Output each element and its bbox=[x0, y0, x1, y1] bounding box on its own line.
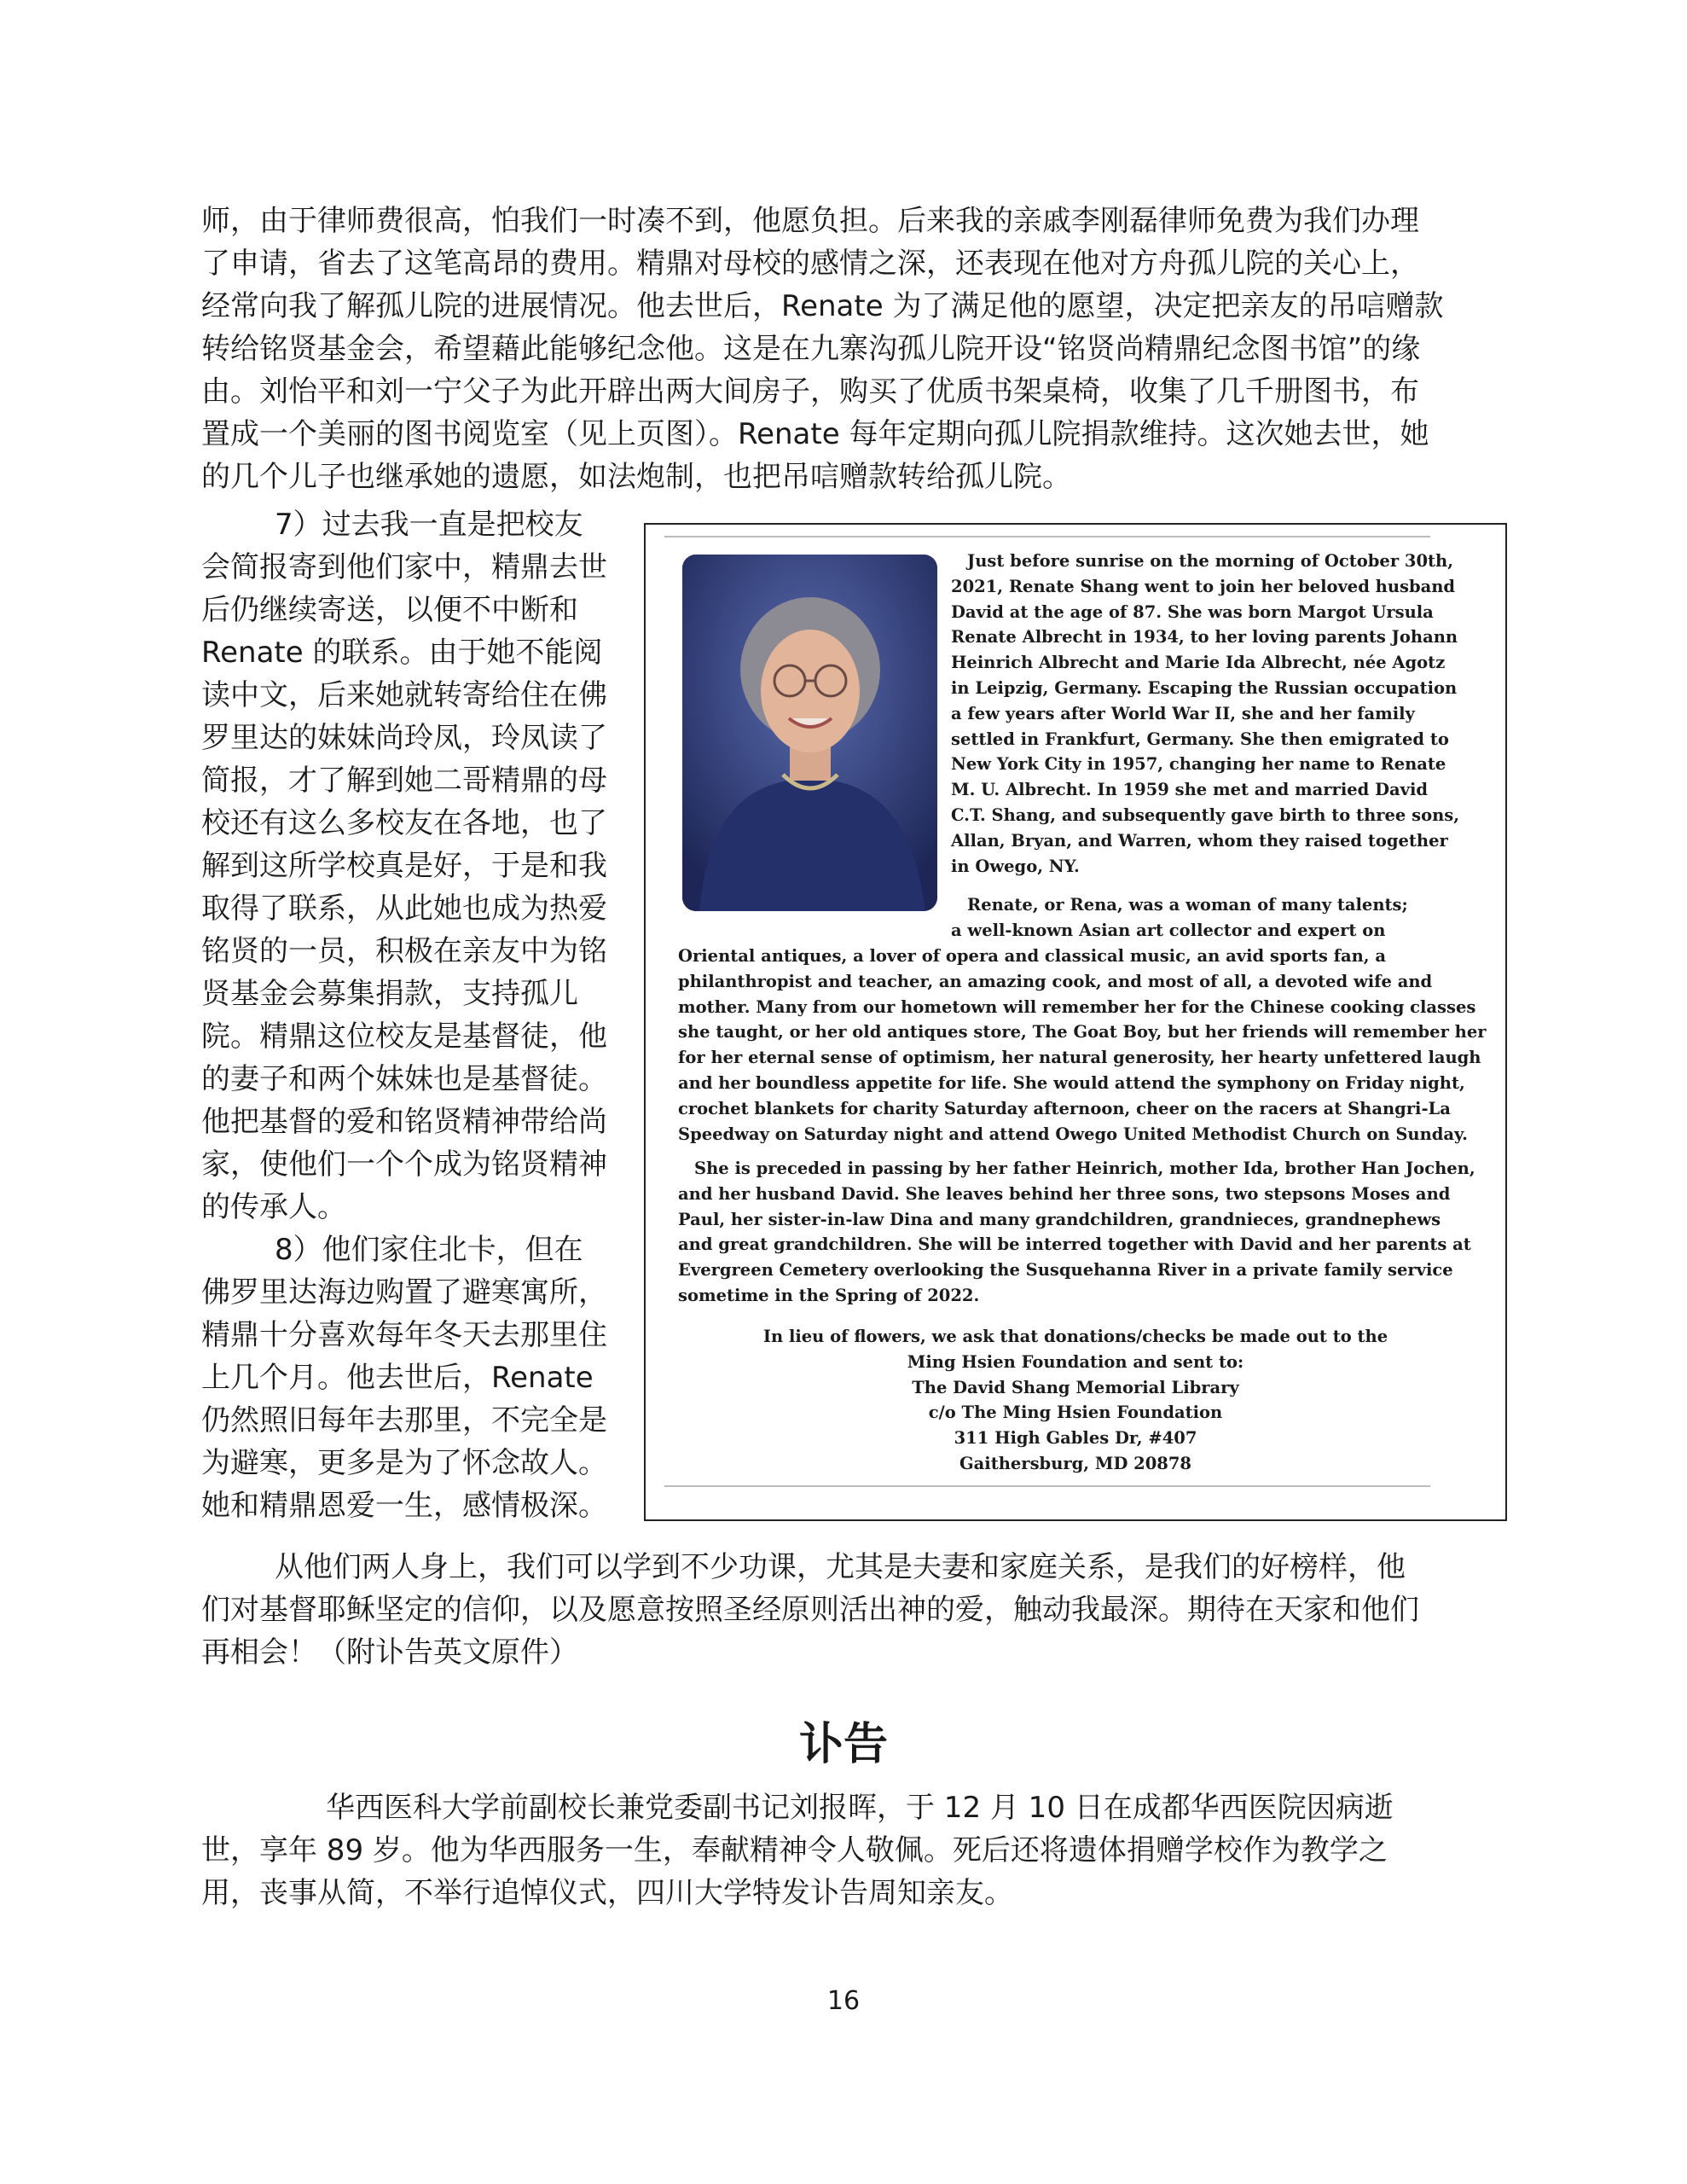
text-line: Speedway on Saturday night and attend Owego United Methodist Church on Sunday. bbox=[678, 1124, 1468, 1144]
text-line: David at the age of 87. She was born Margot Ursula bbox=[951, 601, 1434, 622]
text-line: In lieu of flowers, we ask that donations/checks be made out to the bbox=[762, 1327, 1388, 1346]
text-line: 他把基督的爱和铭贤精神带给尚 bbox=[201, 1105, 607, 1139]
text-line: settled in Frankfurt, Germany. She then emigrated to bbox=[951, 729, 1449, 749]
text-line: Renate Albrecht in 1934, to her loving parents Johann bbox=[951, 627, 1458, 648]
text-line: philanthropist and teacher, an amazing cook, and most of all, a devoted wife and bbox=[678, 971, 1433, 991]
text-line: Oriental antiques, a lover of opera and classical music, an avid sports fan, a bbox=[678, 946, 1387, 966]
text-line: 佛罗里达海边购置了避寒寓所， bbox=[201, 1275, 607, 1310]
text-line: 她和精鼎恩爱一生，感情极深。 bbox=[201, 1489, 607, 1523]
divider bbox=[664, 536, 1430, 537]
text-line: 解到这所学校真是好，于是和我 bbox=[201, 849, 607, 883]
text-line: 家，使他们一个个成为铭贤精神 bbox=[201, 1147, 607, 1182]
text-line: in Owego, NY. bbox=[951, 856, 1080, 876]
text-line: and her husband David. She leaves behind her three sons, two stepsons Moses and bbox=[678, 1183, 1451, 1204]
obituary-clipping bbox=[644, 523, 1507, 1521]
text-line: Evergreen Cemetery overlooking the Susquehanna River in a private family service bbox=[678, 1260, 1453, 1281]
text-line: and great grandchildren. She will be interred together with David and her parents at bbox=[678, 1234, 1471, 1255]
text-line: Paul, her sister-in-law Dina and many grandchildren, grandnieces, grandnephews bbox=[678, 1209, 1441, 1229]
text-line: and her boundless appetite for life. She would attend the symphony on Friday night, bbox=[678, 1072, 1465, 1093]
page-number: 16 bbox=[826, 1986, 861, 2016]
text-line: a well-known Asian art collector and expert on bbox=[951, 920, 1386, 940]
text-line: 从他们两人身上，我们可以学到不少功课，尤其是夫妻和家庭关系，是我们的好榜样，他 bbox=[275, 1550, 1406, 1584]
text-line: Renate 的联系。由于她不能阅 bbox=[201, 636, 603, 670]
text-line: 的几个儿子也继承她的遗愿，如法炮制，也把吊唁赠款转给孤儿院。 bbox=[201, 460, 1071, 494]
notice-body bbox=[201, 1786, 1394, 1914]
text-line: 仍然照旧每年去那里，不完全是 bbox=[201, 1403, 607, 1438]
text-line: 311 High Gables Dr, #407 bbox=[954, 1428, 1197, 1449]
text-line: Just before sunrise on the morning of October 30th, bbox=[967, 551, 1453, 571]
text-line: c/o The Ming Hsien Foundation bbox=[928, 1403, 1223, 1423]
text-line: New York City in 1957, changing her name to Renate bbox=[951, 754, 1446, 775]
text-line: 的妻子和两个妹妹也是基督徒。 bbox=[201, 1062, 607, 1096]
obituary-donations bbox=[646, 1324, 1505, 1477]
text-line: 的传承人。 bbox=[201, 1190, 346, 1224]
text-line: 转给铭贤基金会，希望藉此能够纪念他。这是在九寨沟孤儿院开设“铭贤尚精鼎纪念图书馆”的缘 bbox=[201, 332, 1421, 366]
text-line: a few years after World War II, she and her family bbox=[951, 703, 1415, 723]
text-line: 取得了联系，从此她也成为热爱 bbox=[201, 892, 607, 926]
closing-paragraph bbox=[201, 1546, 1419, 1674]
text-line: 会简报寄到他们家中，精鼎去世 bbox=[201, 550, 607, 584]
text-line: she taught, or her old antiques store, The Goat Boy, but her friends will remember her bbox=[678, 1022, 1487, 1043]
text-line: Renate, or Rena, was a woman of many talents; bbox=[967, 895, 1408, 915]
text-line: 用，丧事从简，不举行追悼仪式，四川大学特发讣告周知亲友。 bbox=[201, 1876, 1013, 1910]
text-line: 读中文，后来她就转寄给住在佛 bbox=[201, 678, 607, 712]
text-line: 上几个月。他去世后，Renate bbox=[201, 1361, 594, 1395]
text-line: 7）过去我一直是把校友 bbox=[275, 508, 583, 542]
text-line: 由。刘怡平和刘一宁父子为此开辟出两大间房子，购买了优质书架桌椅，收集了几千册图书，布 bbox=[201, 375, 1419, 409]
obituary-para3 bbox=[678, 1156, 1475, 1309]
text-line: 校还有这么多校友在各地，也了 bbox=[201, 806, 607, 840]
text-line: for her eternal sense of optimism, her natural generosity, her hearty unfettered laugh bbox=[678, 1048, 1481, 1068]
obituary-para2-continued bbox=[678, 944, 1487, 1147]
text-line: Heinrich Albrecht and Marie Ida Albrecht, née Agotz bbox=[951, 653, 1446, 673]
text-line: 置成一个美丽的图书阅览室（见上页图）。Renate 每年定期向孤儿院捐款维持。这次她去世，她 bbox=[201, 417, 1429, 451]
text-line: 世，享年 89 岁。他为华西服务一生，奉献精神令人敬佩。死后还将遗体捐赠学校作为教学之 bbox=[201, 1833, 1388, 1867]
text-line: Gaithersburg, MD 20878 bbox=[959, 1453, 1191, 1473]
obituary-para1 bbox=[951, 549, 1459, 879]
text-line: 经常向我了解孤儿院的进展情况。他去世后，Renate 为了满足他的愿望，决定把亲友的吊唁赠款 bbox=[201, 289, 1444, 323]
text-line: C.T. Shang, and subsequently gave birth to three sons, bbox=[951, 804, 1460, 825]
text-line: 罗里达的妹妹尚玲凤，玲凤读了 bbox=[201, 721, 607, 755]
text-line: mother. Many from our hometown will remember her for the Chinese cooking classes bbox=[678, 996, 1476, 1017]
left-column-text bbox=[201, 503, 607, 1527]
text-line: 了申请，省去了这笔高昂的费用。精鼎对母校的感情之深，还表现在他对方舟孤儿院的关心上， bbox=[201, 247, 1419, 281]
notice-heading: 讣告 bbox=[798, 1719, 888, 1770]
text-line: 后仍继续寄送，以便不中断和 bbox=[201, 593, 578, 627]
text-line: Allan, Bryan, and Warren, whom they raised together bbox=[951, 830, 1448, 851]
top-paragraph bbox=[201, 200, 1443, 498]
text-line: M. U. Albrecht. In 1959 she met and married David bbox=[951, 780, 1428, 800]
text-line: 8）他们家住北卡，但在 bbox=[275, 1233, 583, 1267]
text-line: in Leipzig, Germany. Escaping the Russian occupation bbox=[951, 677, 1458, 698]
text-line: She is preceded in passing by her father Heinrich, mother Ida, brother Han Jochen, bbox=[694, 1159, 1475, 1178]
text-line: 贤基金会募集捐款，支持孤儿 bbox=[201, 977, 578, 1011]
text-line: 师，由于律师费很高，怕我们一时凑不到，他愿负担。后来我的亲戚李刚磊律师免费为我们办理 bbox=[201, 204, 1419, 238]
obituary-para2 bbox=[951, 892, 1408, 944]
text-line: 们对基督耶稣坚定的信仰，以及愿意按照圣经原则活出神的爱，触动我最深。期待在天家和他们 bbox=[201, 1593, 1419, 1627]
divider bbox=[664, 1485, 1430, 1487]
text-line: sometime in the Spring of 2022. bbox=[678, 1285, 980, 1305]
text-line: The David Shang Memorial Library bbox=[912, 1377, 1239, 1397]
text-line: 再相会！（附讣告英文原件） bbox=[201, 1635, 578, 1670]
text-line: 铭贤的一员，积极在亲友中为铭 bbox=[201, 934, 607, 968]
text-line: 华西医科大学前副校长兼党委副书记刘报晖，于 12 月 10 日在成都华西医院因病逝 bbox=[326, 1791, 1394, 1825]
text-line: 精鼎十分喜欢每年冬天去那里住 bbox=[201, 1318, 607, 1352]
text-line: 2021, Renate Shang went to join her beloved husband bbox=[951, 576, 1456, 596]
text-line: 院。精鼎这位校友是基督徒，他 bbox=[201, 1019, 607, 1054]
text-line: 为避寒，更多是为了怀念故人。 bbox=[201, 1446, 607, 1480]
text-line: Ming Hsien Foundation and sent to: bbox=[907, 1351, 1244, 1372]
text-line: 简报，才了解到她二哥精鼎的母 bbox=[201, 764, 607, 798]
portrait-photo bbox=[682, 555, 937, 911]
text-line: crochet blankets for charity Saturday afternoon, cheer on the racers at Shangri-La bbox=[678, 1098, 1451, 1118]
portrait-image bbox=[682, 555, 937, 911]
